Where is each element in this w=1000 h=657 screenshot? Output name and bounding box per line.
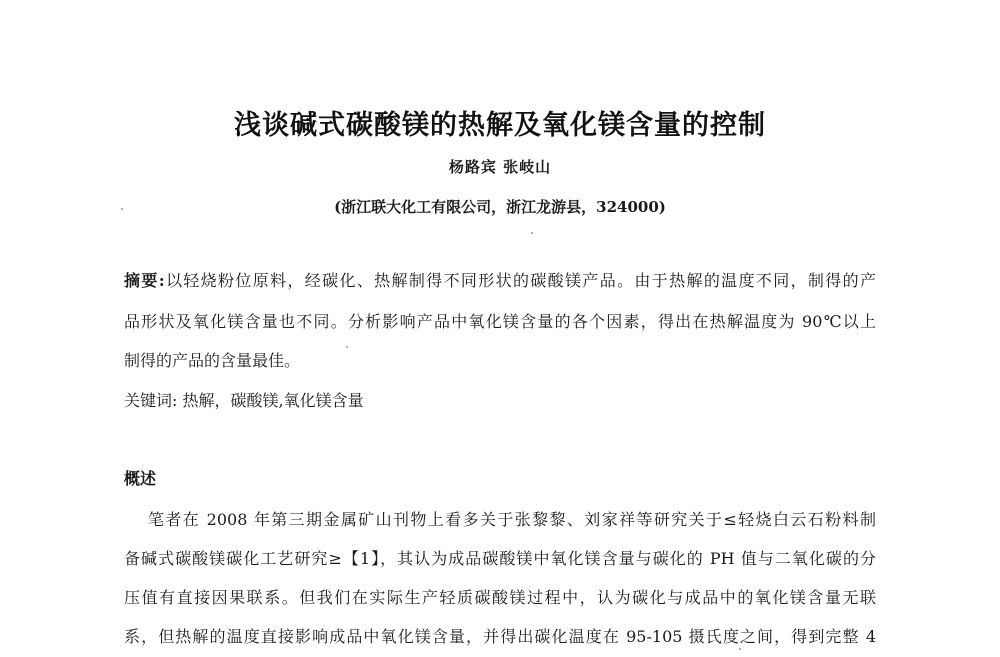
- scan-speck: [121, 208, 123, 210]
- scan-speck: [739, 648, 741, 650]
- body-line-1: 笔者在 2008 年第三期金属矿山刊物上看多关于张黎黎、刘家祥等研究关于≤轻烧白云石粉料制: [148, 510, 876, 529]
- keywords-label: 关键词:: [124, 391, 178, 410]
- paper-title: 浅谈碱式碳酸镁的热解及氧化镁含量的控制: [234, 110, 766, 141]
- keywords-line: [124, 391, 876, 411]
- body-line-2: 备碱式碳酸镁碳化工艺研究≥【1】，其认为成品碳酸镁中氧化镁含量与碳化的 PH 值与二氧化碳的分: [124, 549, 876, 568]
- body-line-4: 系，但热解的温度直接影响成品中氧化镁含量，并得出碳化温度在 95-105 摄氏度之间，得到完整 4: [124, 627, 876, 646]
- abstract-line-1: [124, 271, 876, 291]
- section-heading: 概述: [124, 469, 157, 488]
- scan-speck: [346, 346, 348, 348]
- body-line-3: 压值有直接因果联系。但我们在实际生产轻质碳酸镁过程中，认为碳化与成品中的氧化镁含量无联: [124, 588, 876, 607]
- paper-authors: 杨路宾 张岐山: [448, 158, 552, 176]
- keywords-text: 热解，碳酸镁,氧化镁含量: [177, 391, 364, 410]
- abstract-text-1: 以轻烧粉位原料，经碳化、热解制得不同形状的碳酸镁产品。由于热解的温度不同，制得的产: [164, 271, 876, 290]
- abstract-line-3: 制得的产品的含量最佳。: [124, 351, 301, 370]
- abstract-label: 摘要:: [124, 271, 165, 290]
- paper-affiliation: (浙江联大化工有限公司，浙江龙游县，324000): [334, 198, 666, 216]
- abstract-line-2: 品形状及氧化镁含量也不同。分析影响产品中氧化镁含量的各个因素，得出在热解温度为 90℃以上: [124, 312, 876, 331]
- scan-speck: [531, 232, 533, 234]
